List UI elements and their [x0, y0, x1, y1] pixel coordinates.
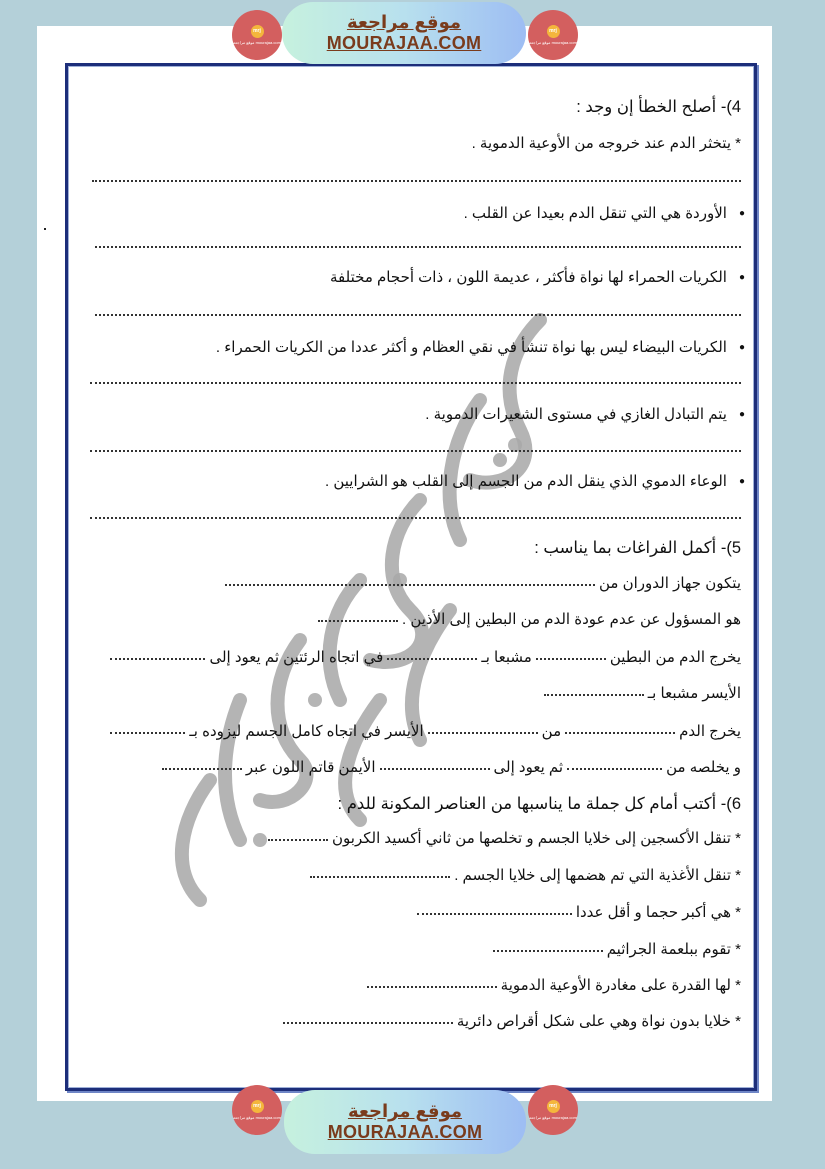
answer-line[interactable] [90, 450, 741, 452]
logo-icon: mrj [251, 25, 264, 38]
blank-field[interactable] [493, 950, 603, 952]
fill-blank-line: يخرج الدم من البطينمشبعا بـفي اتجاه الرئتين ثم يعود إلى [106, 648, 741, 668]
blank-field[interactable] [567, 768, 662, 770]
blank-field[interactable] [428, 732, 538, 734]
site-badge-icon: mrj موقع مراجعة mourajaa.com [232, 1085, 282, 1135]
blank-field[interactable] [544, 694, 644, 696]
match-item: * هي أكبر حجما و أقل عددا [413, 903, 741, 923]
blank-field[interactable] [162, 768, 242, 770]
answer-line[interactable] [90, 517, 741, 519]
site-badge-icon: mrj موقع مراجعة mourajaa.com [232, 10, 282, 60]
match-item: * تنقل الأغذية التي تم هضمها إلى خلايا الجسم . [306, 866, 741, 886]
correction-item: ● الكريات البيضاء ليس بها نواة تنشأ في نقي العظام و أكثر عددا من الكريات الحمراء . [216, 338, 745, 360]
match-item: * خلايا بدون نواة وهي على شكل أقراص دائرية [279, 1012, 741, 1032]
blank-field[interactable] [380, 768, 490, 770]
logo-icon: mrj [547, 25, 560, 38]
blank-field[interactable] [310, 876, 450, 878]
site-title-en: MOURAJAA.COM [326, 33, 482, 53]
logo-icon: mrj [251, 1100, 264, 1113]
blank-field[interactable] [225, 584, 595, 586]
answer-line[interactable] [95, 246, 741, 248]
section-5-title: 5)- أكمل الفراغات بما يناسب : [534, 539, 741, 557]
fill-blank-line: يتكون جهاز الدوران من [221, 574, 741, 594]
correction-item: ● الوعاء الدموي الذي ينقل الدم من الجسم إلى القلب هو الشرايين . [325, 472, 745, 494]
blank-field[interactable] [318, 620, 398, 622]
site-title-ar: موقع مراجعة [347, 1101, 463, 1121]
answer-line[interactable] [95, 314, 741, 316]
blank-field[interactable] [110, 732, 185, 734]
blank-field[interactable] [367, 986, 497, 988]
site-title-ar: موقع مراجعة [346, 12, 462, 32]
correction-item: ● يتم التبادل الغازي في مستوى الشعيرات الدموية . [425, 405, 745, 427]
blank-field[interactable] [417, 913, 572, 915]
answer-line[interactable] [92, 180, 741, 182]
site-banner-bottom[interactable] [284, 1090, 526, 1154]
answer-line[interactable] [90, 382, 741, 384]
correction-item: ● الكريات الحمراء لها نواة فأكثر ، عديمة اللون ، ذات أحجام مختلفة [330, 268, 745, 290]
site-badge-icon: mrj موقع مراجعة mourajaa.com [528, 10, 578, 60]
correction-item: ● الأوردة هي التي تنقل الدم بعيدا عن القلب . [464, 204, 745, 226]
match-item: * لها القدرة على مغادرة الأوعية الدموية [363, 976, 741, 996]
section-4-title: 4)- أصلح الخطأ إن وجد : [576, 98, 741, 116]
fill-blank-line: هو المسؤول عن عدم عودة الدم من البطين إلى الأذين . [314, 610, 741, 630]
match-item: * تقوم ببلعمة الجراثيم [489, 940, 741, 960]
match-item: * تنقل الأكسجين إلى خلايا الجسم و تخلصها من ثاني أكسيد الكربون [264, 829, 741, 849]
blank-field[interactable] [536, 658, 606, 660]
logo-icon: mrj [547, 1100, 560, 1113]
section-6-title: 6)- أكتب أمام كل جملة ما يناسبها من العناصر المكونة للدم : [337, 795, 741, 813]
correction-item: * يتخثر الدم عند خروجه من الأوعية الدموية . [471, 135, 741, 152]
site-badge-icon: mrj موقع مراجعة mourajaa.com [528, 1085, 578, 1135]
blank-field[interactable] [387, 658, 477, 660]
fill-blank-line: و يخلصه منثم يعود إلىالأيمن قاتم اللون عبر [158, 758, 741, 778]
blank-field[interactable] [268, 839, 328, 841]
blank-field[interactable] [110, 658, 205, 660]
fill-blank-line: الأيسر مشبعا بـ [540, 684, 741, 704]
site-title-en: MOURAJAA.COM [327, 1122, 483, 1142]
blank-field[interactable] [565, 732, 675, 734]
blank-field[interactable] [283, 1022, 453, 1024]
fill-blank-line: يخرج الدممنالأيسر في اتجاه كامل الجسم ليزوده بـ [106, 722, 741, 742]
